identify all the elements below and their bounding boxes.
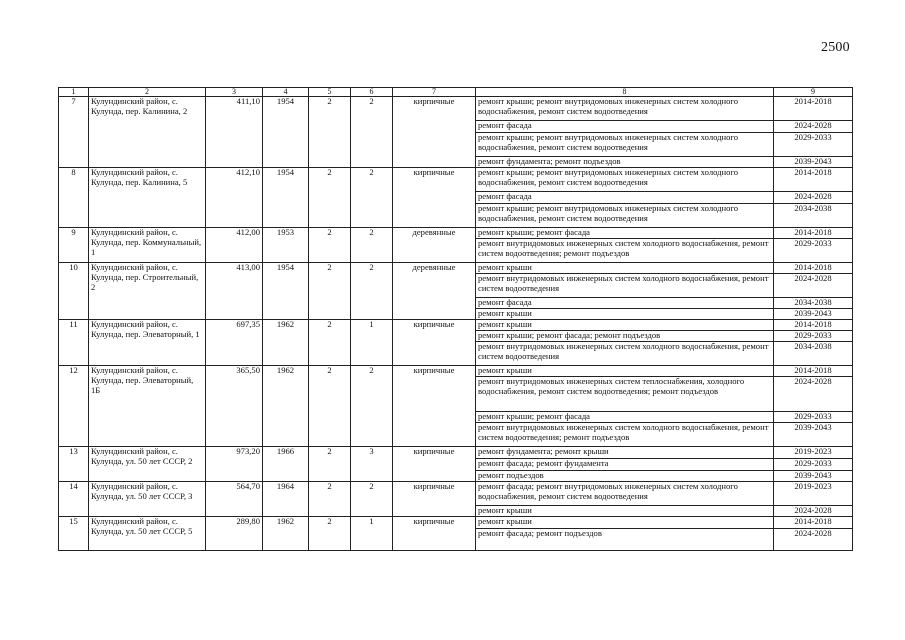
floors-cell: 2: [309, 447, 351, 482]
wall-material-cell: кирпичные: [393, 168, 476, 228]
repair-period-cell: 2029-2033: [774, 412, 853, 423]
row-number-cell: 12: [59, 366, 89, 447]
repair-work-cell: ремонт крыши; ремонт внутридомовых инженерных систем холодного водоснабжения, ремонт систем водоотведения: [476, 133, 774, 157]
row-number-cell: 8: [59, 168, 89, 228]
repair-period-cell: 2019-2023: [774, 447, 853, 459]
repair-work-cell: ремонт внутридомовых инженерных систем холодного водоснабжения, ремонт систем водоотведения; ремонт подъездов: [476, 423, 774, 447]
table-row: [59, 320, 853, 331]
area-cell: 413,00: [206, 263, 263, 320]
address-cell: Кулундинский район, с. Кулунда, ул. 50 лет СССР, 3: [89, 482, 206, 517]
entrances-cell: 2: [351, 228, 393, 263]
repair-work-cell: ремонт крыши: [476, 309, 774, 320]
repair-work-cell: ремонт крыши; ремонт фасада: [476, 228, 774, 239]
repair-work-cell: ремонт фасада; ремонт внутридомовых инженерных систем холодного водоснабжения, ремонт систем водоотведения: [476, 482, 774, 506]
repair-period-cell: 2014-2018: [774, 97, 853, 121]
area-cell: 564,70: [206, 482, 263, 517]
column-header: 5: [309, 88, 351, 97]
row-number-cell: 9: [59, 228, 89, 263]
repair-period-cell: 2039-2043: [774, 309, 853, 320]
year-cell: 1962: [263, 366, 309, 447]
area-cell: 365,50: [206, 366, 263, 447]
wall-material-cell: кирпичные: [393, 447, 476, 482]
repair-work-cell: ремонт крыши: [476, 366, 774, 377]
repair-period-cell: 2029-2033: [774, 239, 853, 263]
repair-period-cell: 2014-2018: [774, 263, 853, 274]
repair-work-cell: ремонт подъездов: [476, 471, 774, 482]
row-number-cell: 15: [59, 516, 89, 550]
year-cell: 1953: [263, 228, 309, 263]
repair-work-cell: ремонт фундамента; ремонт крыши: [476, 447, 774, 459]
entrances-cell: 2: [351, 263, 393, 320]
repair-period-cell: 2024-2028: [774, 377, 853, 412]
wall-material-cell: деревянные: [393, 228, 476, 263]
entrances-cell: 1: [351, 516, 393, 550]
repair-work-cell: ремонт фасада: [476, 121, 774, 133]
address-cell: Кулундинский район, с. Кулунда, пер. Калинина, 5: [89, 168, 206, 228]
entrances-cell: 1: [351, 320, 393, 366]
repair-work-cell: ремонт крыши; ремонт внутридомовых инженерных систем холодного водоснабжения, ремонт систем водоотведения: [476, 168, 774, 192]
floors-cell: 2: [309, 263, 351, 320]
repair-period-cell: 2014-2018: [774, 366, 853, 377]
address-cell: Кулундинский район, с. Кулунда, пер. Строительный, 2: [89, 263, 206, 320]
year-cell: 1964: [263, 482, 309, 517]
table-body: [59, 97, 853, 551]
entrances-cell: 2: [351, 168, 393, 228]
row-number-cell: 13: [59, 447, 89, 482]
column-header: 3: [206, 88, 263, 97]
column-header: 2: [89, 88, 206, 97]
address-cell: Кулундинский район, с. Кулунда, пер. Элеваторный, 1Б: [89, 366, 206, 447]
column-header: 7: [393, 88, 476, 97]
wall-material-cell: деревянные: [393, 263, 476, 320]
column-header: 1: [59, 88, 89, 97]
column-header: 8: [476, 88, 774, 97]
repair-work-cell: ремонт внутридомовых инженерных систем теплоснабжения, холодного водоснабжения, ремонт систем водоотведения; ремонт подъездов: [476, 377, 774, 412]
wall-material-cell: кирпичные: [393, 366, 476, 447]
repair-work-cell: ремонт фасада; ремонт фундамента: [476, 459, 774, 471]
floors-cell: 2: [309, 482, 351, 517]
column-header: 4: [263, 88, 309, 97]
repair-period-cell: 2024-2028: [774, 274, 853, 298]
repair-work-cell: ремонт крыши: [476, 263, 774, 274]
table-row: [59, 97, 853, 121]
repair-work-cell: ремонт крыши: [476, 506, 774, 517]
repair-period-cell: 2024-2028: [774, 192, 853, 204]
repair-work-cell: ремонт фасада: [476, 298, 774, 309]
repair-period-cell: 2014-2018: [774, 228, 853, 239]
table-header: [59, 88, 853, 97]
year-cell: 1954: [263, 97, 309, 168]
year-cell: 1966: [263, 447, 309, 482]
area-cell: 411,10: [206, 97, 263, 168]
wall-material-cell: кирпичные: [393, 97, 476, 168]
repair-work-cell: ремонт фасада; ремонт подъездов: [476, 528, 774, 550]
wall-material-cell: кирпичные: [393, 516, 476, 550]
floors-cell: 2: [309, 320, 351, 366]
table-row: [59, 482, 853, 506]
repair-work-cell: ремонт крыши; ремонт внутридомовых инженерных систем холодного водоснабжения, ремонт систем водоотведения: [476, 97, 774, 121]
repair-period-cell: 2014-2018: [774, 320, 853, 331]
address-cell: Кулундинский район, с. Кулунда, пер. Элеваторный, 1: [89, 320, 206, 366]
repair-work-cell: ремонт крыши; ремонт внутридомовых инженерных систем холодного водоснабжения, ремонт систем водоотведения: [476, 204, 774, 228]
capital-repair-table: [58, 87, 853, 551]
entrances-cell: 2: [351, 366, 393, 447]
floors-cell: 2: [309, 516, 351, 550]
repair-period-cell: 2029-2033: [774, 459, 853, 471]
repair-period-cell: 2029-2033: [774, 331, 853, 342]
repair-work-cell: ремонт внутридомовых инженерных систем холодного водоснабжения, ремонт систем водоотведения: [476, 342, 774, 366]
area-cell: 973,20: [206, 447, 263, 482]
table-row: [59, 168, 853, 192]
entrances-cell: 3: [351, 447, 393, 482]
column-header: 9: [774, 88, 853, 97]
area-cell: 412,00: [206, 228, 263, 263]
repair-period-cell: 2039-2043: [774, 157, 853, 168]
address-cell: Кулундинский район, с. Кулунда, ул. 50 лет СССР, 5: [89, 516, 206, 550]
repair-work-cell: ремонт крыши: [476, 516, 774, 528]
address-cell: Кулундинский район, с. Кулунда, пер. Калинина, 2: [89, 97, 206, 168]
table-row: [59, 263, 853, 274]
address-cell: Кулундинский район, с. Кулунда, ул. 50 лет СССР, 2: [89, 447, 206, 482]
row-number-cell: 10: [59, 263, 89, 320]
table-row: [59, 516, 853, 528]
repair-period-cell: 2029-2033: [774, 133, 853, 157]
repair-work-cell: ремонт фасада: [476, 192, 774, 204]
year-cell: 1962: [263, 516, 309, 550]
floors-cell: 2: [309, 366, 351, 447]
repair-period-cell: 2034-2038: [774, 204, 853, 228]
table-row: [59, 447, 853, 459]
repair-work-cell: ремонт внутридомовых инженерных систем холодного водоснабжения, ремонт систем водоотведения; ремонт подъездов: [476, 239, 774, 263]
floors-cell: 2: [309, 168, 351, 228]
header-row: [59, 88, 853, 97]
year-cell: 1954: [263, 263, 309, 320]
repair-work-cell: ремонт фундамента; ремонт подъездов: [476, 157, 774, 168]
repair-period-cell: 2014-2018: [774, 168, 853, 192]
repair-period-cell: 2024-2028: [774, 506, 853, 517]
repair-period-cell: 2034-2038: [774, 298, 853, 309]
repair-period-cell: 2024-2028: [774, 528, 853, 550]
area-cell: 289,80: [206, 516, 263, 550]
repair-work-cell: ремонт внутридомовых инженерных систем холодного водоснабжения, ремонт систем водоотведения: [476, 274, 774, 298]
repair-work-cell: ремонт крыши; ремонт фасада; ремонт подъездов: [476, 331, 774, 342]
repair-period-cell: 2019-2023: [774, 482, 853, 506]
row-number-cell: 11: [59, 320, 89, 366]
table-row: [59, 366, 853, 377]
address-cell: Кулундинский район, с. Кулунда, пер. Коммунальный, 1: [89, 228, 206, 263]
repair-period-cell: 2014-2018: [774, 516, 853, 528]
wall-material-cell: кирпичные: [393, 482, 476, 517]
area-cell: 412,10: [206, 168, 263, 228]
repair-period-cell: 2024-2028: [774, 121, 853, 133]
floors-cell: 2: [309, 97, 351, 168]
entrances-cell: 2: [351, 482, 393, 517]
row-number-cell: 14: [59, 482, 89, 517]
repair-period-cell: 2039-2043: [774, 423, 853, 447]
repair-work-cell: ремонт крыши: [476, 320, 774, 331]
page-number: 2500: [821, 40, 850, 55]
entrances-cell: 2: [351, 97, 393, 168]
floors-cell: 2: [309, 228, 351, 263]
repair-period-cell: 2039-2043: [774, 471, 853, 482]
table-row: [59, 228, 853, 239]
area-cell: 697,35: [206, 320, 263, 366]
repair-work-cell: ремонт крыши; ремонт фасада: [476, 412, 774, 423]
row-number-cell: 7: [59, 97, 89, 168]
year-cell: 1954: [263, 168, 309, 228]
repair-period-cell: 2034-2038: [774, 342, 853, 366]
year-cell: 1962: [263, 320, 309, 366]
wall-material-cell: кирпичные: [393, 320, 476, 366]
column-header: 6: [351, 88, 393, 97]
